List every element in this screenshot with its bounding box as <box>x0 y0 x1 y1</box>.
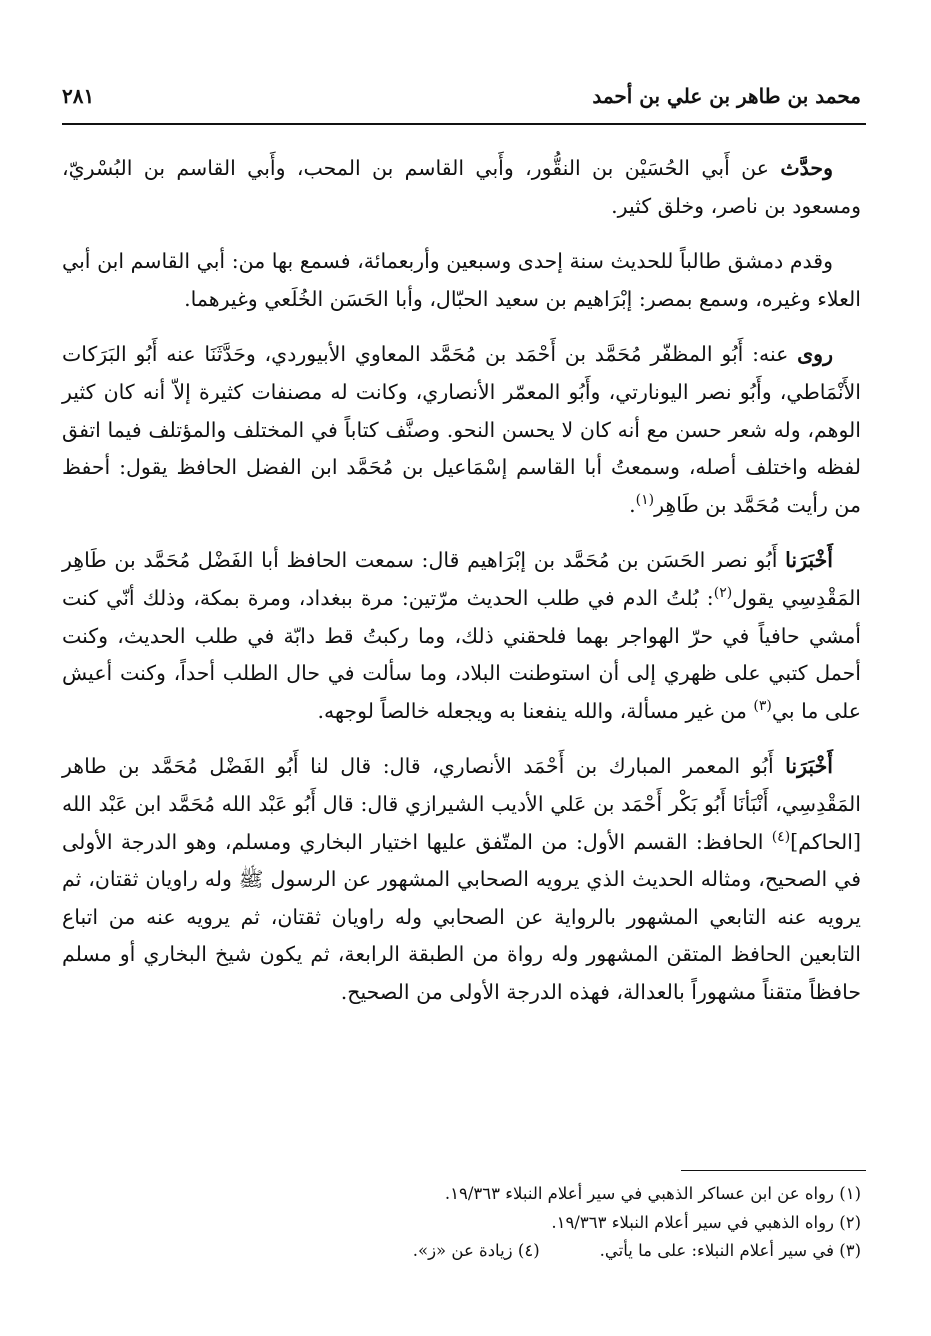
paragraph-text: أَبُو المعمر المبارك بن أَحْمَد الأنصاري، قال: قال لنا أَبُو الفَضْل مُحَمَّد بن طاهر المَقْدِسِي، أَنْبَأنَا أَبُو بَكْر أَحْمَد بن عَلي الأديب الشيرازي قال: قال أَبُو عَبْد الله مُحَمَّد ابن عَبْد الله [الحاكم] <box>62 754 861 854</box>
paragraph-tail: . <box>629 492 636 517</box>
running-header <box>62 84 861 116</box>
footnote-marker: (٣) <box>753 697 772 714</box>
paragraph-tail: الحافظ: القسم الأول: من المتّفق عليها اختيار البخاري ومسلم، وهو الدرجة الأولى في الصحيح، ومثاله الحديث الذي يرويه الصحابي المشهور عن الرسول ﷺ وله راويان ثقتان، ثم يرويه عنه التابعي المشهور بالرواية عن الصحابي وله راويان ثقتان، ثم يرويه عنه من اتباع التابعين الحافظ المتقن المشهور وله رواة من الطبقة الرابعة، ثم يكون شيخ البخاري أو مسلم حافظاً متقناً مشهوراً بالعدالة، فهذه الدرجة الأولى من الصحيح. <box>62 829 861 1004</box>
paragraph-2 <box>62 243 861 318</box>
paragraph-text: عن أَبي الحُسَيْن بن النقُّور، وأَبي القاسم بن المحب، وأَبي القاسم بن البُسْريّ، ومسعود بن ناصر، وخلق كثير. <box>62 156 861 218</box>
footnote-marker: (٢) <box>713 585 733 602</box>
paragraph-3 <box>62 336 861 524</box>
footnote-3: (٣) في سير أعلام النبلاء: على ما يأتي. <box>599 1241 861 1260</box>
paragraph-lead: وحدَّث <box>780 156 833 180</box>
footnote-rule <box>681 1170 866 1171</box>
footnote-marker: (١) <box>635 491 655 508</box>
paragraph-5 <box>62 748 861 1011</box>
paragraph-text: وقدم دمشق طالباً للحديث سنة إحدى وسبعين وأربعمائة، فسمع بها من: أبي القاسم ابن أبي العلاء وغيره، وسمع بمصر: إبْرَاهيم بن سعيد الحبّال، وأبا الحَسَن الخُلَعي وغيرهما. <box>62 249 861 311</box>
footnote-2: (٢) رواه الذهبي في سير أعلام النبلاء ١٩/٣٦٣. <box>551 1212 861 1232</box>
paragraph-1 <box>62 150 861 225</box>
paragraph-text: أَبُو نصر الحَسَن بن مُحَمَّد بن إبْرَاهيم قال: سمعت الحافظ أبا الفَضْل مُحَمَّد بن طَاهِر المَقْدِسِي يقول <box>62 548 861 610</box>
footnote-row <box>62 1237 861 1266</box>
footnote-4: (٤) زيادة عن «ز». <box>412 1241 540 1260</box>
paragraph-text: عنه: أَبُو المظفّر مُحَمَّد بن أَحْمَد بن مُحَمَّد المعاوي الأبيوردي، وحَدَّثَنَا عنه أَبُو البَرَكات الأَنْمَاطي، وأَبُو نصر اليونارتي، وأَبُو المعمّر الأنصاري، وكانت له مصنفات كثيرة إلاّ أنه كان كثير الوهم، وله شعر حسن مع أنه كان لا يحسن النحو. وصنَّف كتاباً في المختلف والمؤتلف فيما اتفق لفظه واختلف أصله، وسمعتُ أبا القاسم إسْمَاعيل بن مُحَمَّد ابن الفضل الحافظ يقول: أحفظ من رأيت مُحَمَّد بن طَاهِر <box>62 342 861 517</box>
main-text <box>62 150 861 1029</box>
footnote-marker: (٤) <box>771 828 791 845</box>
page-number: ٢٨١ <box>62 84 95 108</box>
paragraph-lead: أَخْبَرَنا <box>785 754 833 779</box>
footnotes <box>62 1180 861 1266</box>
header-title: محمد بن طاهر بن علي بن أحمد <box>592 84 861 108</box>
paragraph-lead: أَخْبَرَنا <box>785 548 833 573</box>
paragraph-4 <box>62 542 861 730</box>
footnote-1: (١) رواه عن ابن عساكر الذهبي في سير أعلام النبلاء ١٩/٣٦٣. <box>444 1184 861 1203</box>
paragraph-tail: من غير مسألة، والله ينفعنا به ويجعله خالصاً لوجهه. <box>317 698 754 723</box>
paragraph-tail: : بُلتُ الدم في طلب الحديث مرّتين: مرة ببغداد، ومرة بمكة، وذلك أنّي كنت أمشي حافياً في حرّ الهواجر بهما فلحقني ذلك، وما ركبتُ قط دابّة في طلب الحديث، وكنت أحمل كتبي على ظهري إلى أن استوطنت البلاد، وما سألت في حال الطلب أحداً، وكنت أعيش على ما بي <box>62 585 861 723</box>
paragraph-lead: روى <box>797 342 833 367</box>
header-rule <box>62 123 866 125</box>
